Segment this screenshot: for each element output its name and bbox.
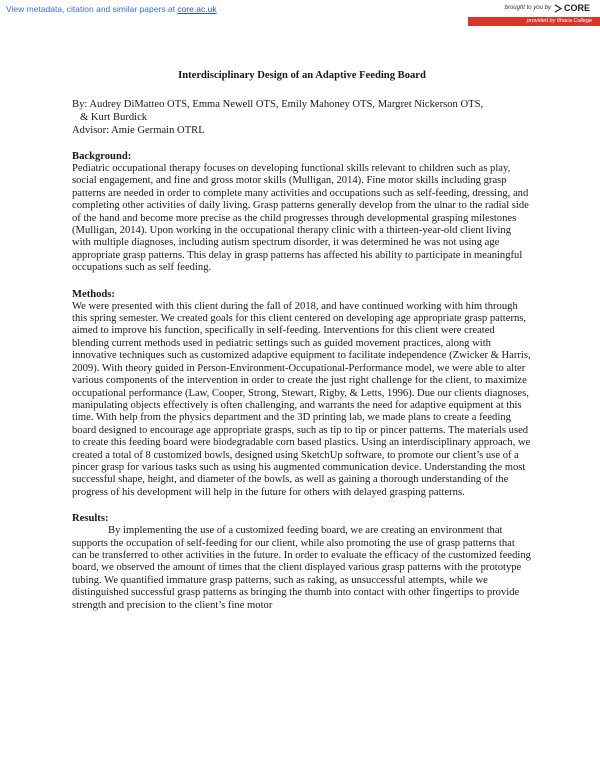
authors-line-1: By: Audrey DiMatteo OTS, Emma Newell OTS, Emily Mahoney OTS, Margret Nickerson OTS,: [72, 99, 484, 110]
core-header-bar: [0, 0, 600, 28]
authors-line-2: & Kurt Burdick: [80, 112, 148, 123]
background-paragraph: Pediatric occupational therapy focuses on developing functional skills relevant to children such as play, social engagement, and fine and gross motor skills (Mulligan, 2014). Fine motor skills including grasp patterns are needed in order to complete many activities and occupations such as self-feeding, dressing, and completing other activities of daily living. Grasp patterns generally develop from the ulnar to the radial side of the hand and become more precise as the child progresses through developmental grasping milestones (Mulligan, 2014). Upon working in the occupational therapy clinic with a thirteen-year-old client living with multiple diagnoses, including autism spectrum disorder, it was determined he was not using age appropriate grasp patterns. This delay in grasp patterns has affected his ability to participate in meaningful occupations such as self feeding.: [72, 163, 529, 274]
metadata-link-text[interactable]: [6, 4, 217, 14]
results-heading: Results:: [72, 513, 109, 525]
background-heading: Background:: [72, 151, 132, 162]
methods-heading: Methods:: [72, 288, 115, 300]
brought-to-you-by: [505, 3, 590, 13]
brought-text: brought to you by: [504, 5, 551, 11]
methods-paragraph: We were presented with this client during the fall of 2018, and have continued working with him through this spring semester. We created goals for this client centered on developing age appropriate grasp patterns, aimed to improve his function, specifically in self-feeding. Interventions for this client were created blending current methods used in pediatric settings such as guided movement practices, along with innovative techniques such as customized adaptive equipment to facilitate independence (Zwicker & Harris, 2009). With theory guided in Person-Environment-Occupational-Performance model, we were able to alter various components of the intervention in order to create the just right challenge for the client, to maximize occupational performance (Law, Cooper, Strong, Stewart, Rigby, & Letts, 1996). Due our clients diagnoses, manipulating objects effectively is often challenging, and warrants the need for adaptive equipment at this time. With help from the physics department and the 3D printing lab, we made plans to create a feeding board designed to encourage age appropriate grasps, such as tip to tip or pincer patterns. The materials used to create this feeding board were biodegradable corn based plastics. Using an interdisciplinary approach, we created a total of 8 customized bowls, designed using SketchUp software, to promote our client’s use of a pincer grasp for various tasks such as using his augmented communication device. Understanding the most successful shape, height, and diameter of the bowls, as well as gaining a thorough understanding of the progress of his development will help in the future for others with delayed grasping patterns.: [72, 300, 531, 498]
core-logo[interactable]: [554, 3, 590, 13]
document-body: [72, 70, 532, 612]
advisor-line: Advisor: Amie Germain OTRL: [72, 125, 205, 136]
provided-text[interactable]: provided by Ithaca College: [526, 18, 592, 24]
provided-by-banner[interactable]: [468, 17, 600, 26]
view-metadata-text[interactable]: View metadata, citation and similar papers at: [6, 4, 175, 14]
document-title: Interdisciplinary Design of an Adaptive Feeding Board: [178, 70, 426, 81]
core-label: CORE: [563, 3, 590, 13]
core-logo-icon: [554, 4, 562, 13]
results-paragraph: By implementing the use of a customized feeding board, we are creating an environment that supports the occupation of self-feeding for our client, while also promoting the use of grasp patterns that can be transferred to other activities in the future. In order to evaluate the efficacy of the customized feeding board, we observed the amount of times that the client displayed various grasp patterns with the prototype tubing. We quantified immature grasp patterns, such as raking, as unsuccessful attempts, while we distinguished successful grasp patterns as bringing the thumb into contact with other fingertips to provide strength and precision to the client’s fine motor: [72, 525, 531, 611]
author-list: [72, 98, 532, 137]
core-ac-uk-link[interactable]: core.ac.uk: [177, 4, 217, 14]
